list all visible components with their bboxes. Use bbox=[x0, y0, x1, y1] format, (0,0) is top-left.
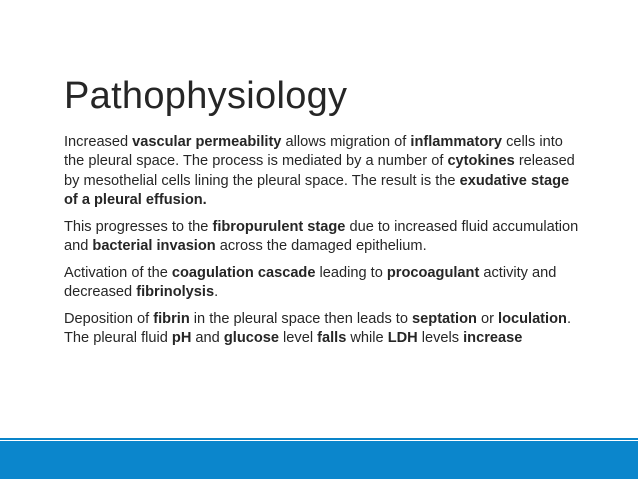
bold-term: procoagulant bbox=[386, 264, 480, 281]
text-run: levels bbox=[417, 330, 464, 347]
bold-term: exudative stage of a pleural effusion. bbox=[64, 172, 570, 208]
bold-term: coagulation cascade bbox=[171, 264, 316, 281]
slide-body bbox=[64, 133, 584, 356]
paragraph-vascular-permeability bbox=[64, 133, 584, 210]
slide-title: Pathophysiology bbox=[64, 75, 348, 117]
bold-term: septation bbox=[412, 310, 477, 327]
bold-term: pH bbox=[171, 330, 192, 347]
bold-term: inflammatory bbox=[410, 134, 503, 150]
bold-term: falls bbox=[317, 330, 347, 347]
bold-term: vascular permeability bbox=[132, 134, 282, 150]
text-run: This progresses to the bbox=[64, 218, 213, 235]
text-run: . The pleural fluid bbox=[64, 310, 571, 347]
bold-term: fibropurulent stage bbox=[212, 218, 346, 235]
text-run: Activation of the bbox=[64, 264, 172, 281]
text-run: across the damaged epithelium. bbox=[215, 237, 427, 254]
text-run: activity and decreased bbox=[64, 264, 557, 301]
text-run: allows migration of bbox=[281, 134, 411, 150]
text-run: in the pleural space then leads to bbox=[189, 310, 413, 327]
text-run: leading to bbox=[315, 264, 387, 281]
text-run: and bbox=[191, 330, 224, 347]
text-run: . bbox=[214, 284, 219, 301]
text-run: released by mesothelial cells lining the pleural space. The result is the bbox=[64, 153, 575, 189]
text-run: cells into the pleural space. The process is mediated by a number of bbox=[64, 134, 563, 170]
text-run: Deposition of bbox=[64, 310, 154, 327]
bold-term: fibrinolysis bbox=[136, 284, 215, 301]
text-run: while bbox=[346, 330, 388, 347]
footer-accent-bar bbox=[0, 441, 638, 479]
bold-term: loculation bbox=[498, 310, 567, 327]
footer-accent-line bbox=[0, 438, 638, 440]
text-run: or bbox=[476, 310, 499, 327]
text-run: due to increased fluid accumulation and bbox=[64, 218, 579, 254]
paragraph-fibrin-deposition bbox=[64, 310, 584, 349]
bold-term: increase bbox=[463, 330, 523, 347]
bold-term: cytokines bbox=[447, 153, 515, 170]
bold-term: LDH bbox=[387, 330, 418, 347]
bold-term: fibrin bbox=[153, 310, 190, 327]
text-run: level bbox=[279, 330, 318, 347]
text-run: Increased bbox=[64, 134, 133, 150]
paragraph-coagulation-cascade bbox=[64, 264, 584, 303]
bold-term: glucose bbox=[223, 330, 279, 347]
bold-term: bacterial invasion bbox=[92, 237, 216, 254]
paragraph-fibropurulent-stage bbox=[64, 218, 584, 257]
